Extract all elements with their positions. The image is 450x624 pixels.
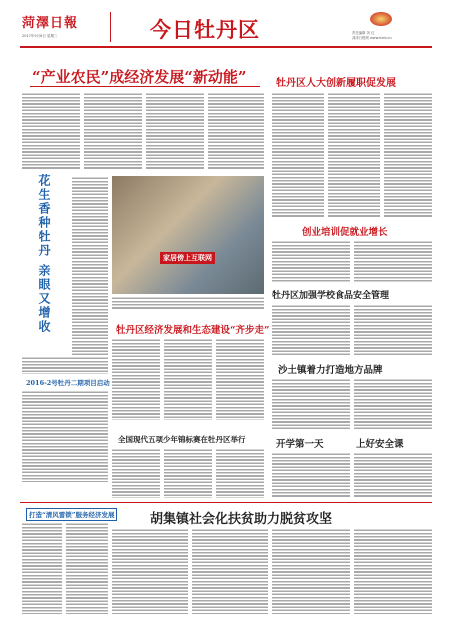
contact-info: 菏泽日报网 www.hzrb.cn [352,36,392,40]
right3-body-col2 [354,304,432,356]
teens-body-col3 [216,448,264,498]
left-small-body [22,390,108,482]
news-photo [112,176,264,294]
lead-headline: “产业农民”成经济发展“新动能” [32,68,247,86]
bottom-right-body-col4 [354,528,432,614]
right2-headline: 创业培训促就业增长 [302,227,388,238]
right4-headline: 沙土镇着力打造地方品牌 [278,365,383,376]
middle-body-col1 [112,338,160,420]
right1-headline: 牡丹区人大创新履职促发展 [276,78,396,89]
lead-body-col1 [22,92,80,170]
first-day-body [272,452,350,498]
lead-body-col2 [84,92,142,170]
vertical-headline: 花生香种牡丹 亲眼又增收 [37,174,51,335]
right2-body-col2 [354,240,432,282]
bottom-left-body-col2 [66,522,108,614]
paper-name: 菏澤日報 [22,16,79,31]
middle-body-col3 [216,338,264,420]
photo-caption-text [112,296,264,310]
masthead-meta [352,30,432,40]
bottom-left-headline: 打造“清风雷锁”服务经济发展 [26,508,117,521]
right3-body-col1 [272,304,350,356]
right4-body-col1 [272,378,350,430]
section-title: 今日牡丹区 [150,17,260,42]
bottom-right-body-col1 [112,528,188,614]
bottom-left-body-col1 [22,522,62,614]
middle-body-col2 [164,338,212,420]
bottom-right-headline: 胡集镇社会化扶贫助力脱贫攻坚 [150,512,333,527]
masthead-rule [20,46,432,48]
right1-body-col3 [384,92,432,218]
safety-body [354,452,432,498]
right2-body-col1 [272,240,350,282]
right1-body-col1 [272,92,324,218]
bottom-right-body-col2 [192,528,268,614]
teens-headline: 全国现代五项少年锦标赛在牡丹区举行 [118,435,246,444]
masthead-logo [22,12,102,42]
issue-date: 2017年9月6日 星期三 [22,34,58,38]
lead-body-col4 [208,92,264,170]
bottom-right-body-col3 [272,528,350,614]
lead-subline [30,86,260,87]
right4-body-col2 [354,378,432,430]
teens-body-col2 [164,448,212,498]
lead-body-col3 [146,92,204,170]
middle-headline: 牡丹区经济发展和生态建设“齐步走” [116,325,270,336]
teens-body-col1 [112,448,160,498]
vertical-body-col1 [72,176,108,356]
left-small-headline: 2016-2号牡丹二期项目启动 [26,379,110,387]
first-day-headline: 开学第一天 [276,439,324,450]
right1-body-col2 [328,92,380,218]
photo-caption: 家居傍上互联网 [160,252,215,264]
right3-headline: 牡丹区加强学校食品安全管理 [272,291,390,301]
editor-info: 责任编辑 刘 红 [352,31,375,35]
masthead-divider [110,12,120,42]
vertical-headline-box [22,174,70,356]
safety-headline: 上好安全课 [356,439,404,450]
bottom-rule [20,502,432,503]
emblem-icon [370,12,392,26]
lower-left-body [22,356,108,374]
